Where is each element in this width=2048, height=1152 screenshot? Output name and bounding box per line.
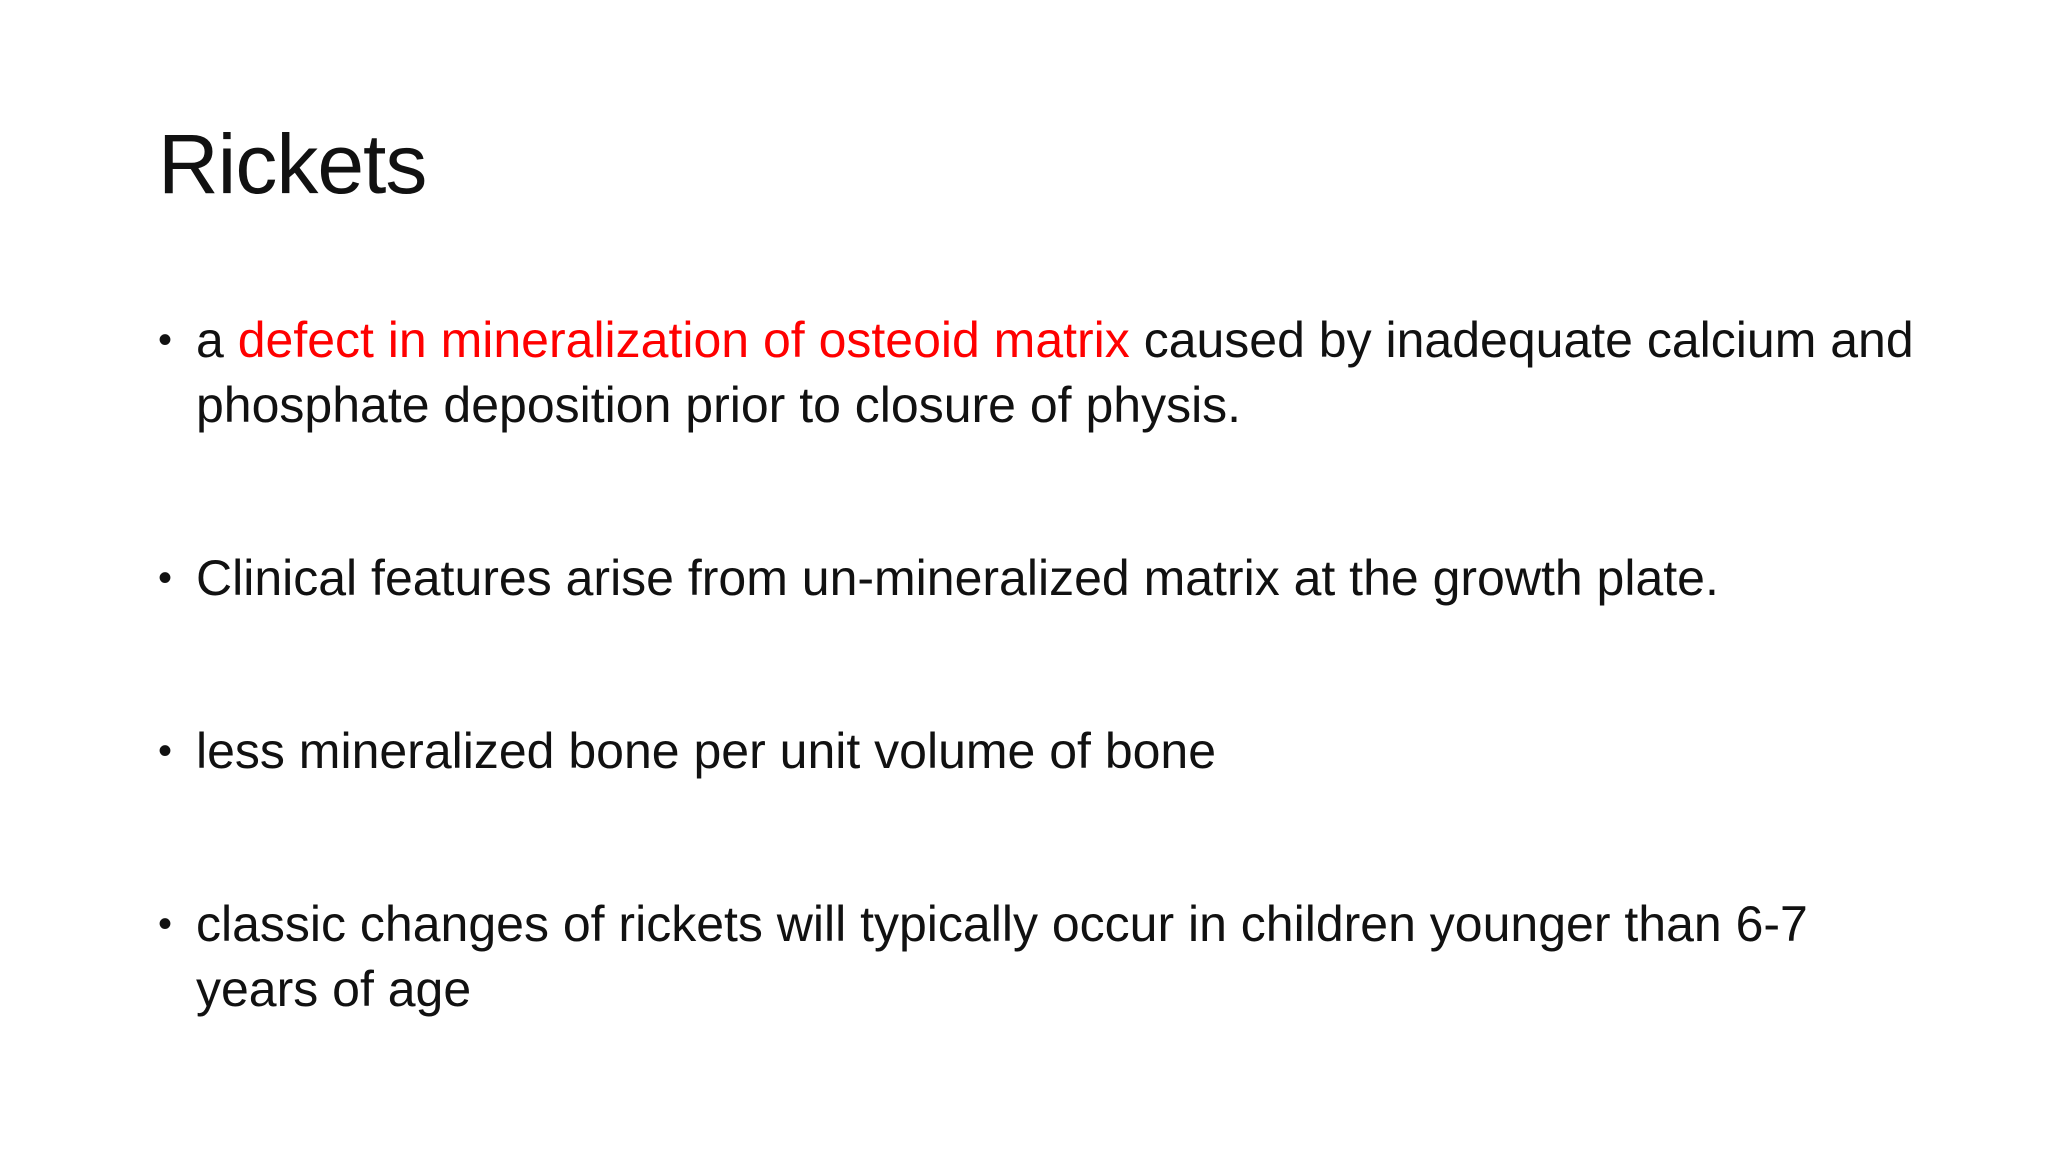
bullet-icon: • bbox=[158, 556, 173, 600]
bullet-text-prefix: a bbox=[196, 312, 238, 368]
bullet-item-clinical-features bbox=[158, 546, 1918, 611]
bullet-text: Clinical features arise from un-mineralized matrix at the growth plate. bbox=[196, 550, 1719, 606]
bullet-text: less mineralized bone per unit volume of bone bbox=[196, 723, 1217, 779]
bullet-icon: • bbox=[158, 729, 173, 773]
bullet-item-definition bbox=[158, 308, 1918, 438]
bullet-text bbox=[196, 308, 1918, 438]
bullet-text-suffix: caused by inadequate calcium and phosphate deposition prior to closure of physis. bbox=[196, 312, 1914, 433]
slide-title: Rickets bbox=[158, 117, 427, 211]
bullet-text: classic changes of rickets will typically occur in children younger than 6-7 years of age bbox=[196, 896, 1808, 1017]
bullet-icon: • bbox=[158, 902, 173, 946]
highlighted-phrase: defect in mineralization of osteoid matrix bbox=[237, 312, 1130, 368]
bullet-item-age bbox=[158, 892, 1918, 1022]
bullet-item-mineralized-bone bbox=[158, 719, 1918, 784]
bullet-icon: • bbox=[158, 318, 173, 362]
